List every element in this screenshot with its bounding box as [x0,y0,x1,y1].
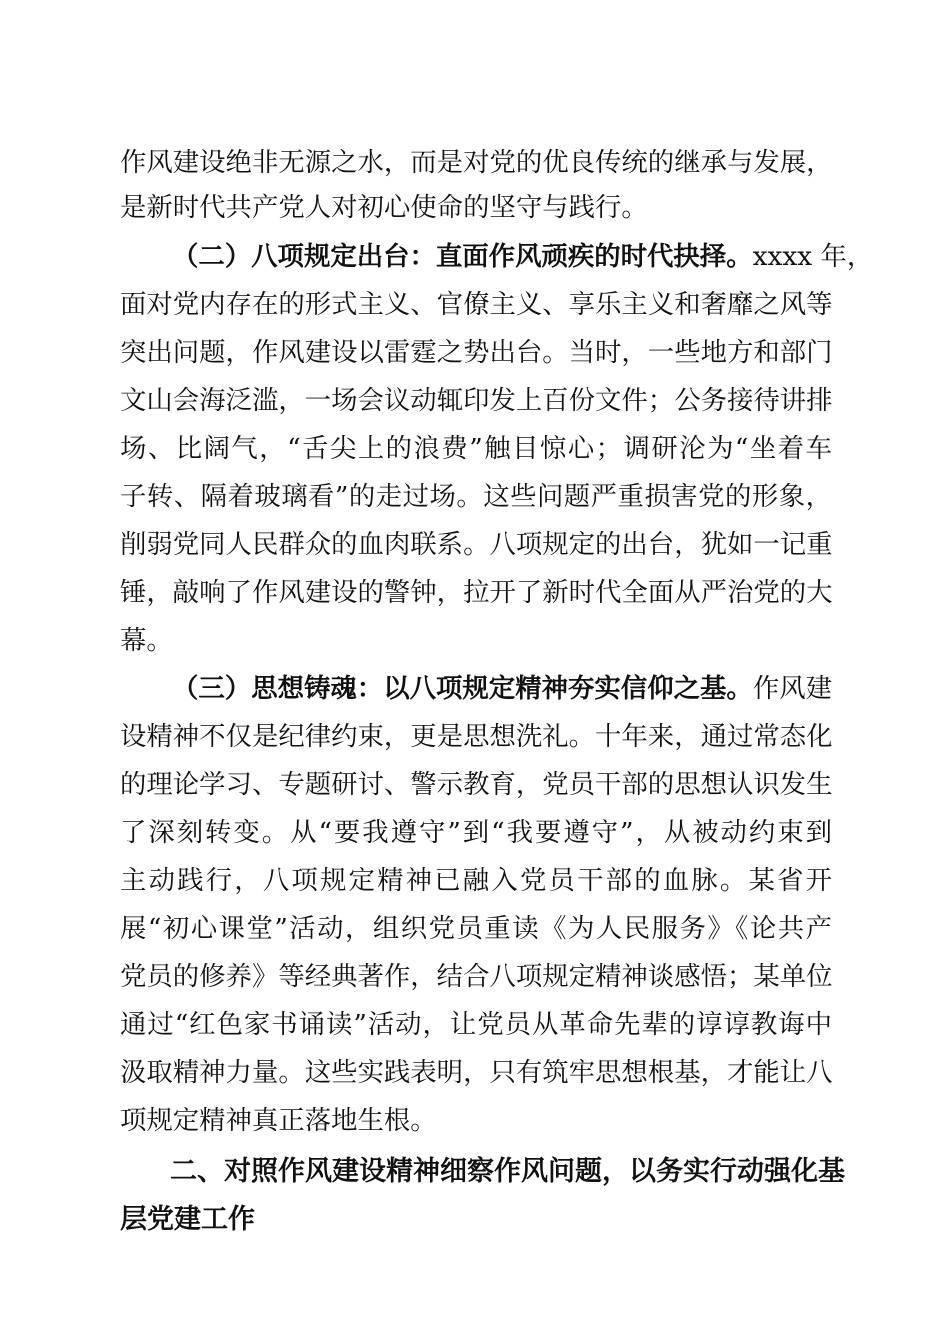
paragraph-1-line-1: 作风建设绝非无源之水，而是对党的优良传统的继承与发展， [120,147,833,178]
section-heading-line-1: 二、对照作风建设精神细察作风问题，以务实行动强化基 [170,1156,845,1187]
paragraph-3-line: 汲取精神力量。这些实践表明，只有筑牢思想根基，才能让八 [120,1057,833,1088]
paragraph-3-line: 项规定精神真正落地生根。 [120,1105,437,1136]
paragraph-3-line: 主动践行，八项规定精神已融入党员干部的血脉。某省开 [120,865,832,896]
paragraph-2-line: 文山会海泛滥，一场会议动辄印发上百份文件；公务接待讲排 [120,385,833,416]
paragraph-2-line: 突出问题，作风建设以雷霆之势出台。当时，一些地方和部门 [120,337,833,368]
paragraph-3-line: 了深刻转变。从“要我遵守”到“我要遵守”，从被动约束到 [120,817,832,848]
paragraph-3-line: 的理论学习、专题研讨、警示教育，党员干部的思想认识发生 [120,769,833,800]
paragraph-2-first-rest: xxxx 年， [752,241,874,272]
subheading-2: （二）八项规定出台：直面作风顽疾的时代抉择。 [172,241,753,272]
paragraph-2-line: 锤，敲响了作风建设的警钟，拉开了新时代全面从严治党的大 [120,577,833,608]
paragraph-3-first-line [172,672,832,706]
paragraph-2-line: 子转、隔着玻璃看”的走过场。这些问题严重损害党的形象， [120,481,832,512]
paragraph-2-line: 削弱党同人民群众的血肉联系。八项规定的出台，犹如一记重 [120,529,833,560]
paragraph-2-line: 场、比阔气，“舌尖上的浪费”触目惊心；调研沦为“坐着车 [120,433,832,464]
paragraph-3-first-rest: 作风建 [752,673,833,704]
paragraph-1-line-2: 是新时代共产党人对初心使命的坚守与践行。 [120,192,648,223]
paragraph-2-line: 幕。 [120,625,173,656]
section-heading-line-2: 层党建工作 [120,1204,255,1235]
paragraph-3-line: 设精神不仅是纪律约束，更是思想洗礼。十年来，通过常态化 [120,721,833,752]
paragraph-3-line: 党员的修养》等经典著作，结合八项规定精神谈感悟；某单位 [120,961,833,992]
subheading-3: （三）思想铸魂：以八项规定精神夯实信仰之基。 [172,673,753,704]
paragraph-2-line: 面对党内存在的形式主义、官僚主义、享乐主义和奢靡之风等 [120,289,833,320]
paragraph-3-line: 通过“红色家书诵读”活动，让党员从革命先辈的谆谆教诲中 [120,1009,832,1040]
paragraph-3-line: 展“初心课堂”活动，组织党员重读《为人民服务》《论共产 [120,913,832,944]
paragraph-2-first-line [172,240,874,274]
